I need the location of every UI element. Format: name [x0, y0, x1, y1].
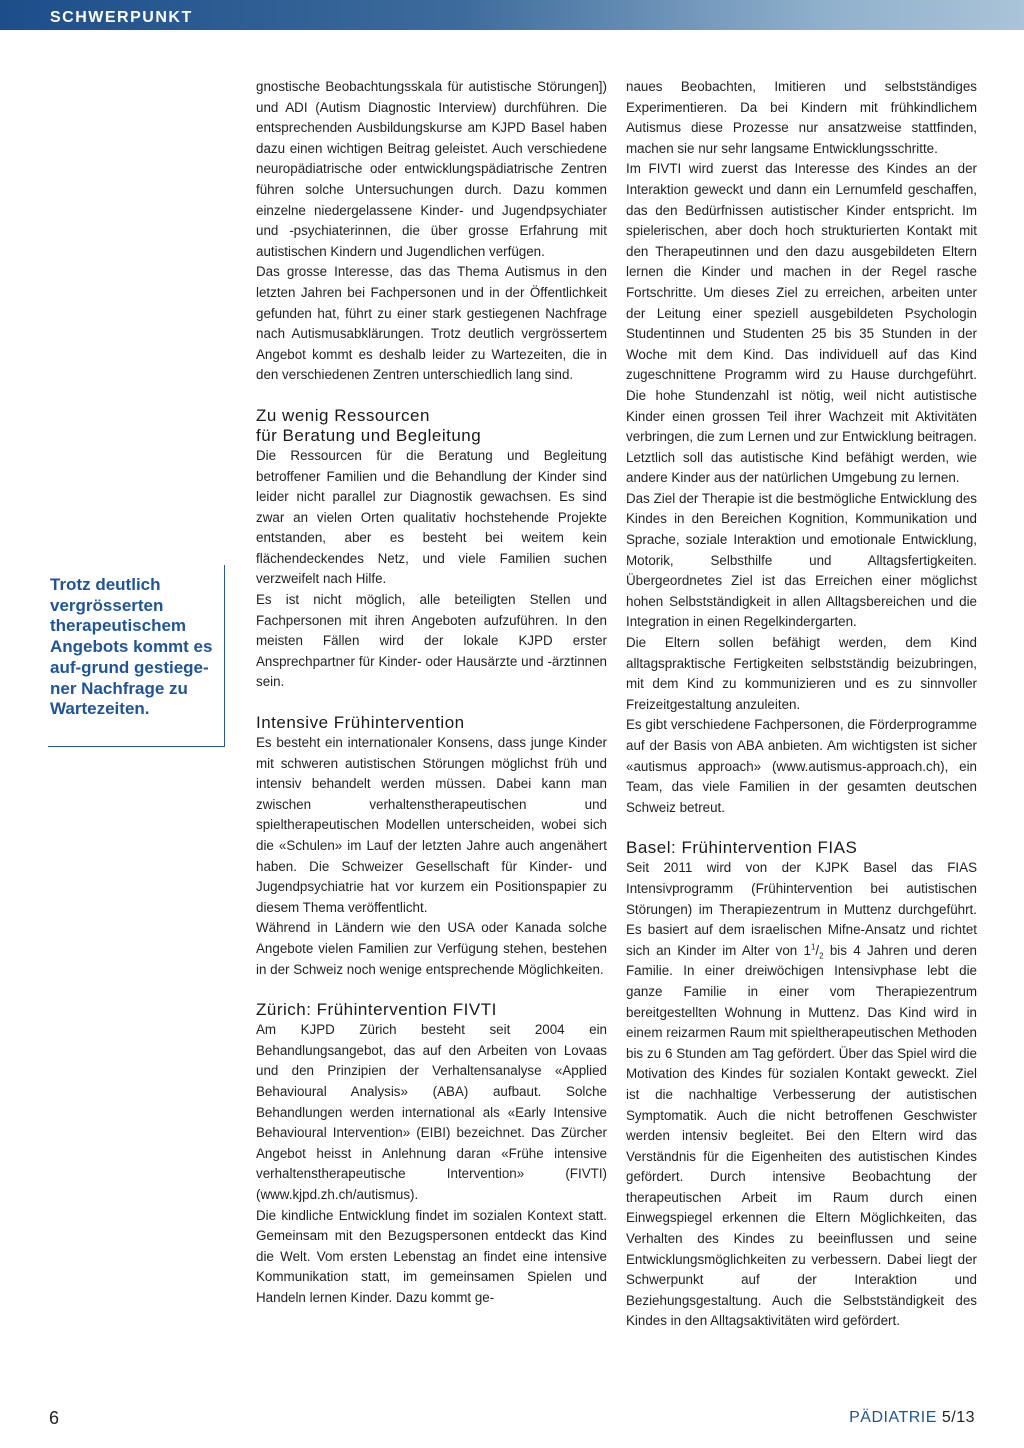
- page-number: 6: [49, 1408, 60, 1428]
- pull-quote-text: Trotz deutlich vergrösserten therapeutischem Angebots kommt es auf-grund gestiege-ner Nachfrage zu Wartezeiten.: [50, 575, 213, 719]
- section-title: SCHWERPUNKT: [50, 9, 193, 26]
- text-run: Seit 2011 wird von der KJPK Basel das FIAS Intensivprogramm (Frühintervention bei autistischen Störungen) im Therapiezentrum in Muttenz durchgeführt. Es basiert auf dem israelischen Mifne-Ansatz und richtet sich an Kinder im Alter von 1: [626, 860, 977, 958]
- fraction-slash: /: [815, 942, 820, 958]
- pull-quote: [48, 565, 225, 747]
- paragraph: Die Ressourcen für die Beratung und Begleitung betroffener Familien und die Behandlung der Kinder sind leider nicht parallel zur Diagnostik gewachsen. Es sind zwar an vielen Orten qualitativ hochstehende Projekte entstanden, aber es besteht bei weitem kein flächendeckendes Netz, und viele Familien suchen verzweifelt nach Hilfe.: [256, 447, 607, 587]
- fraction-denominator: 2: [819, 951, 824, 961]
- journal-name: PÄDIATRIE: [849, 1409, 937, 1426]
- text-run: bis 4 Jahren und deren Familie. In einer dreiwöchigen Intensivphase lebt die ganze Familie in einer vom Therapiezentrum bereitgestellten Wohnung in Muttenz. Das Kind wird in einem reizarmen Raum mit spieltherapeutischen Methoden bis zu 6 Stunden am Tag gefördert. Über das Spiel wird die Motivation des Kindes für sozialen Kontakt geweckt. Ziel ist die nachhaltige Verbesserung der autistischen Symptomatik. Auch die nicht betroffenen Geschwister werden intensiv begleitet. Bei den Eltern wird das Verständnis für die Eigenheiten des autistischen Kindes gefördert. Durch intensive Beobachtung der therapeutischen Arbeit im Raum durch einen Einwegspiegel erkennen die Eltern Möglichkeiten, das Verhalten des Kindes zu beeinflussen und seine Entwicklungsmöglichkeiten zu verbessern. Dabei liegt der Schwerpunkt auf der Interaktion und Beziehungsgestaltung. Auch die Selbstständigkeit des Kindes in den Alltagsaktivitäten wird gefördert.: [626, 942, 977, 1329]
- heading-zuerich: Zürich: Frühintervention FIVTI: [256, 1000, 497, 1020]
- paragraph: Es besteht ein internationaler Konsens, dass junge Kinder mit schweren autistischen Störungen möglichst früh und intensiv behandelt werden müssen. Dabei kann man zwischen verhaltenstherapeutischen und spieltherapeutischen Modellen unterscheiden, wobei sich die «Schulen» im Lauf der letzten Jahre auch angenähert haben. Die Schweizer Gesellschaft für Kinder- und Jugendpsychiatrie hat vor kurzem ein Positionspapier zu diesem Thema veröffentlicht.: [256, 735, 607, 915]
- header-bar: [0, 0, 1024, 30]
- paragraph: Im FIVTI wird zuerst das Interesse des Kindes an der Interaktion geweckt und dann ein Lernumfeld geschaffen, das den Bedürfnissen autistischer Kinder entspricht. Im spielerischen, aber doch hoch strukturierten Kontakt mit den Therapeutinnen und den dazu ausgebildeten Eltern lernen die Kinder und machen in der Regel rasche Fortschritte. Um dieses Ziel zu erreichen, arbeiten unter der Leitung einer speziell ausgebildeten Psychologin Studentinnen und Studenten 25 bis 35 Stunden in der Woche mit dem Kind. Das individuell auf das Kind zugeschnittene Programm wird zu Hause durchgeführt. Die hohe Stundenzahl ist nötig, weil nicht autistische Kinder einen grossen Teil ihrer Wachzeit mit Aktivitäten verbringen, die zum Lernen und zur Entwicklung beitragen. Letztlich soll das autistische Kind befähigt werden, wie andere Kinder aus der natürlichen Umgebung zu lernen.: [626, 161, 977, 486]
- paragraph: Die Eltern sollen befähigt werden, dem Kind alltagspraktische Fertigkeiten selbstständig beizubringen, mit dem Kind zu kommunizieren und es zu sinnvoller Freizeitgestaltung anzuleiten.: [626, 635, 977, 712]
- paragraph: naues Beobachten, Imitieren und selbstständiges Experimentieren. Da bei Kindern mit frühkindlichem Autismus diese Prozesse nur ansatzweise stattfinden, machen sie nur sehr langsame Entwicklungsschritte.: [626, 79, 977, 156]
- text-column-left: [256, 77, 607, 1308]
- paragraph: Am KJPD Zürich besteht seit 2004 ein Behandlungsangebot, das auf den Arbeiten von Lovaas und den Prinzipien der Verhaltensanalyse «Applied Behavioural Analysis» (ABA) aufbaut. Solche Behandlungen werden international als «Early Intensive Behavioural Intervention» (EIBI) bezeichnet. Das Zürcher Angebot heisst in Anlehnung daran «Frühe intensive verhaltenstherapeutische Intervention» (FIVTI) (www.kjpd.zh.ch/autismus).: [256, 1022, 607, 1202]
- paragraph: [626, 858, 977, 1332]
- paragraph: Das grosse Interesse, das das Thema Autismus in den letzten Jahren bei Fachpersonen und in der Öffentlichkeit gefunden hat, führt zu einer stark gestiegenen Nachfrage nach Autismusabklärungen. Trotz deutlich vergrössertem Angebot kommt es deshalb leider zu Wartezeiten, die in den verschiedenen Zentren unterschiedlich lang sind.: [256, 264, 607, 383]
- journal-footer: [849, 1409, 975, 1427]
- heading-line: Zu wenig Ressourcen: [256, 405, 430, 425]
- heading-line: für Beratung und Begleitung: [256, 425, 482, 445]
- paragraph: gnostische Beobachtungsskala für autistische Störungen]) und ADI (Autism Diagnostic Interview) durchführen. Die entsprechenden Ausbildungskurse am KJPD Basel haben dazu einen wichtigen Beitrag geleistet. Auch verschiedene neuropädiatrische oder entwicklungspädiatrische Zentren führen solche Untersuchungen durch. Dazu kommen einzelne niedergelassene Kinder- und Jugendpsychiater und -psychiaterinnen, die über grosse Erfahrung mit autistischen Kindern und Jugendlichen verfügen.: [256, 79, 607, 259]
- heading-intensive: Intensive Frühintervention: [256, 713, 465, 733]
- fraction-numerator: 1: [810, 942, 816, 952]
- issue-number: 5/13: [941, 1409, 975, 1426]
- paragraph: Die kindliche Entwicklung findet im sozialen Kontext statt. Gemeinsam mit den Bezugspersonen entdeckt das Kind die Welt. Vom ersten Lebenstag an findet eine intensive Kommunikation statt, im gemeinsamen Spielen und Handeln lernen Kinder. Dazu kommt ge-: [256, 1207, 607, 1305]
- paragraph: Das Ziel der Therapie ist die bestmögliche Entwicklung des Kindes in den Bereichen Kognition, Kommunikation und Sprache, soziale Interaktion und emotionale Entwicklung, Motorik, Selbsthilfe und Alltagsfertigkeiten. Übergeordnetes Ziel ist das Erreichen einer möglichst hohen Selbstständigkeit in allen Alltagsbereichen und die Integration in einen Regelkindergarten.: [626, 490, 977, 630]
- paragraph: Es gibt verschiedene Fachpersonen, die Förderprogramme auf der Basis von ABA anbieten. Am wichtigsten ist sicher «autismus approach» (www.autismus-approach.ch), ein Team, das viele Familien in der gesamten deutschen Schweiz betreut.: [626, 717, 977, 815]
- heading-ressourcen: [256, 406, 607, 446]
- heading-basel: Basel: Frühintervention FIAS: [626, 838, 858, 858]
- text-column-right: [626, 77, 977, 1332]
- paragraph: Während in Ländern wie den USA oder Kanada solche Angebote vielen Familien zur Verfügung stehen, bestehen in der Schweiz noch wenige entsprechende Möglichkeiten.: [256, 920, 607, 977]
- paragraph: Es ist nicht möglich, alle beteiligten Stellen und Fachpersonen mit ihren Angeboten aufzuführen. In den meisten Fällen wird der lokale KJPD erster Ansprechpartner für Kinder- oder Hausärzte und -ärztinnen sein.: [256, 592, 607, 690]
